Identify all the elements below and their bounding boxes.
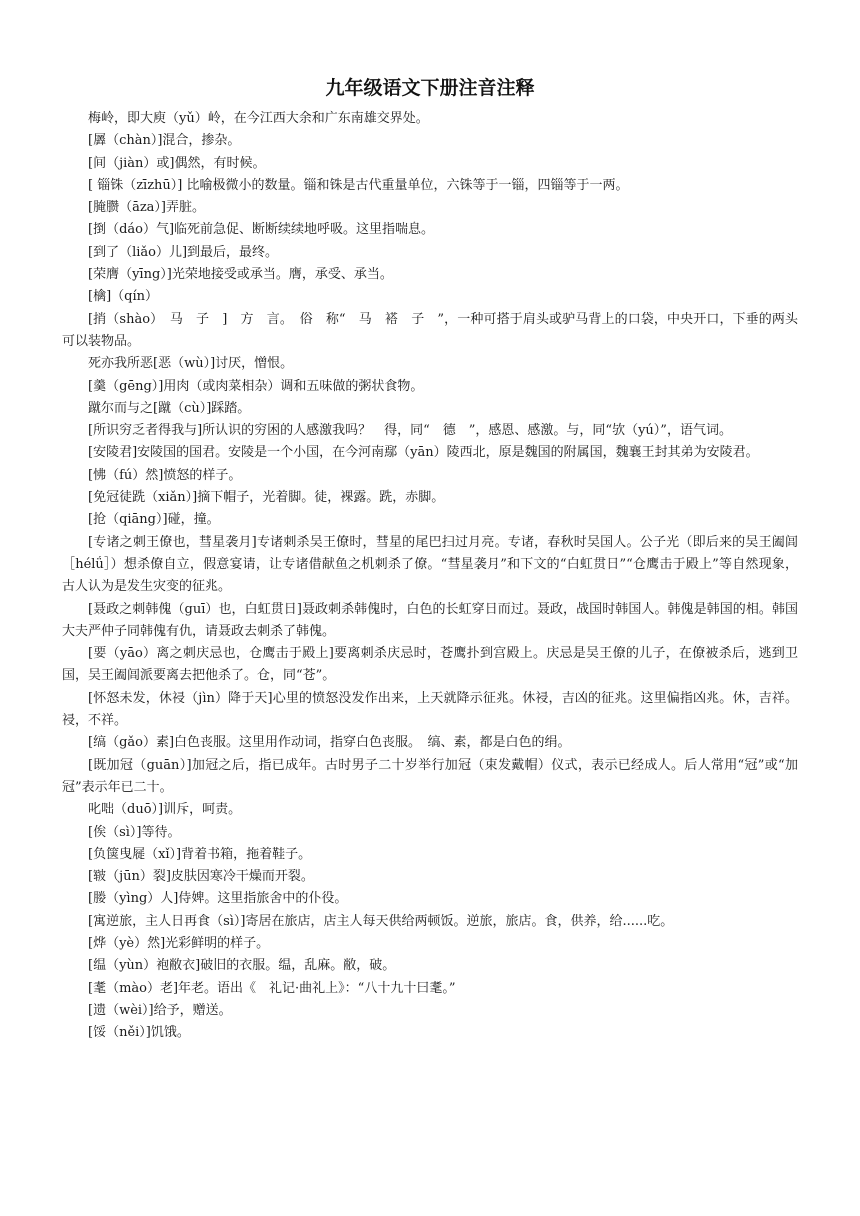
annotation-entry: [皲（jūn）裂]皮肤因寒冷干燥而开裂。: [88, 869, 314, 885]
annotation-entry: [媵（yìng）人]侍婢。这里指旅舍中的仆役。: [88, 891, 348, 907]
annotation-entry: [荣膺（yīng）]光荣地接受或承当。膺，承受、承当。: [88, 267, 393, 283]
annotation-entry: [聂政之刺韩傀（guī）也，白虹贯日]聂政刺杀韩傀时，白色的长虹穿日而过。聂政，战国时韩国人。韩傀是韩国的相。韩国大夫严仲子同韩傀有仇，请聂政去刺杀了韩傀。: [62, 601, 798, 639]
annotation-entry: [耄（mào）老]年老。语出《 礼记·曲礼上》：“八十九十曰耄。”: [88, 980, 456, 996]
annotation-entry: [负箧曳屣（xǐ）]背着书箱，拖着鞋子。: [88, 846, 312, 862]
annotation-entry: [怫（fú）然]愤怒的样子。: [88, 467, 242, 483]
annotation-entry: [腌臜（āza）]弄脏。: [88, 200, 205, 216]
annotation-list: [62, 108, 798, 1044]
annotation-entry: 死亦我所恶[恶（wù）]讨厌，憎恨。: [88, 356, 294, 372]
annotation-entry: [遗（wèi）]给予，赠送。: [88, 1002, 232, 1018]
annotation-entry: [羹（gēng）]用肉（或肉菜相杂）调和五味做的粥状食物。: [88, 378, 424, 394]
annotation-entry: 蹴尔而与之[蹴（cù）]踩踏。: [88, 400, 251, 416]
annotation-entry: [烨（yè）然]光彩鲜明的样子。: [88, 935, 270, 951]
annotation-entry: [寓逆旅，主人日再食（sì）]寄居在旅店，店主人每天供给两顿饭。逆旅，旅店。食，供养，给......吃。: [88, 913, 674, 929]
annotation-entry: [缟（gǎo）素]白色丧服。这里用作动词，指穿白色丧服。 缟、素，都是白色的绢。: [88, 735, 571, 751]
annotation-entry: [怀怒未发，休祲（jìn）降于天]心里的愤怒没发作出来，上天就降示征兆。休祲，吉凶的征兆。这里偏指凶兆。休，吉祥。祲，不祥。: [62, 690, 798, 729]
annotation-entry: [专诸之刺王僚也，彗星袭月]专诸刺杀吴王僚时，彗星的尾巴扫过月亮。专诸，春秋时吴国人。公子光（即后来的吴王阖闾［hélǘ］）想杀僚自立，假意宴请，让专诸借献鱼之机刺杀了僚。“彗星袭月”和下文的“白虹贯日”“仓鹰击于殿上”等自然现象，古人认为是发生灾变的征兆。: [62, 534, 798, 595]
annotation-entry: [馁（něi）]饥饿。: [88, 1025, 190, 1041]
annotation-entry: [ 锱铢（zīzhū）] 比喻极微小的数量。锱和铢是古代重量单位，六铢等于一锱，四锱等于一两。: [88, 177, 629, 193]
annotation-entry: [既加冠（guān）]加冠之后，指已成年。古时男子二十岁举行加冠（束发戴帽）仪式，表示已经成人。后人常用“冠”或“加冠”表示年已二十。: [62, 757, 798, 795]
annotation-entry: [捎（shào） 马 子 ] 方 言。 俗 称“ 马 褡 子 ”，一种可搭于肩头或驴马背上的口袋，中央开口，下垂的两头可以装物品。: [62, 311, 798, 349]
annotation-entry: [所识穷乏者得我与]所认识的穷困的人感激我吗？ 得，同“ 德 ”，感恩、感激。与，同“欤（yú）”，语气词。: [88, 423, 732, 439]
annotation-entry: [捯（dáo）气]临死前急促、断断续续地呼吸。这里指喘息。: [88, 222, 435, 238]
annotation-entry: 叱咄（duō）]训斥，呵责。: [88, 802, 242, 818]
annotation-entry: [间（jiàn）或]偶然，有时候。: [88, 155, 266, 171]
annotation-entry: [檎]（qín）: [88, 289, 158, 305]
annotation-entry: [要（yāo）离之刺庆忌也，仓鹰击于殿上]要离刺杀庆忌时，苍鹰扑到宫殿上。庆忌是吴王僚的儿子，在僚被杀后，逃到卫国，吴王阖闾派要离去把他杀了。仓，同“苍”。: [62, 646, 798, 684]
annotation-entry: [安陵君]安陵国的国君。安陵是一个小国，在今河南鄢（yān）陵西北，原是魏国的附属国，魏襄王封其弟为安陵君。: [88, 445, 759, 461]
page-title: 九年级语文下册注音注释: [325, 77, 535, 99]
annotation-entry: [抢（qiāng）]碰，撞。: [88, 512, 220, 528]
annotation-entry: [缊（yùn）袍敝衣]破旧的衣服。缊，乱麻。敝，破。: [88, 958, 396, 974]
annotation-entry: 梅岭，即大庾（yǔ）岭，在今江西大余和广东南雄交界处。: [88, 111, 429, 126]
annotation-entry: [到了（liǎo）儿]到最后，最终。: [88, 244, 279, 260]
annotation-entry: [羼（chàn）]混合，掺杂。: [88, 133, 241, 149]
document-page: [62, 72, 798, 1044]
annotation-entry: [免冠徒跣（xiǎn）]摘下帽子，光着脚。徒，裸露。跣，赤脚。: [88, 490, 445, 506]
annotation-entry: [俟（sì）]等待。: [88, 824, 181, 840]
